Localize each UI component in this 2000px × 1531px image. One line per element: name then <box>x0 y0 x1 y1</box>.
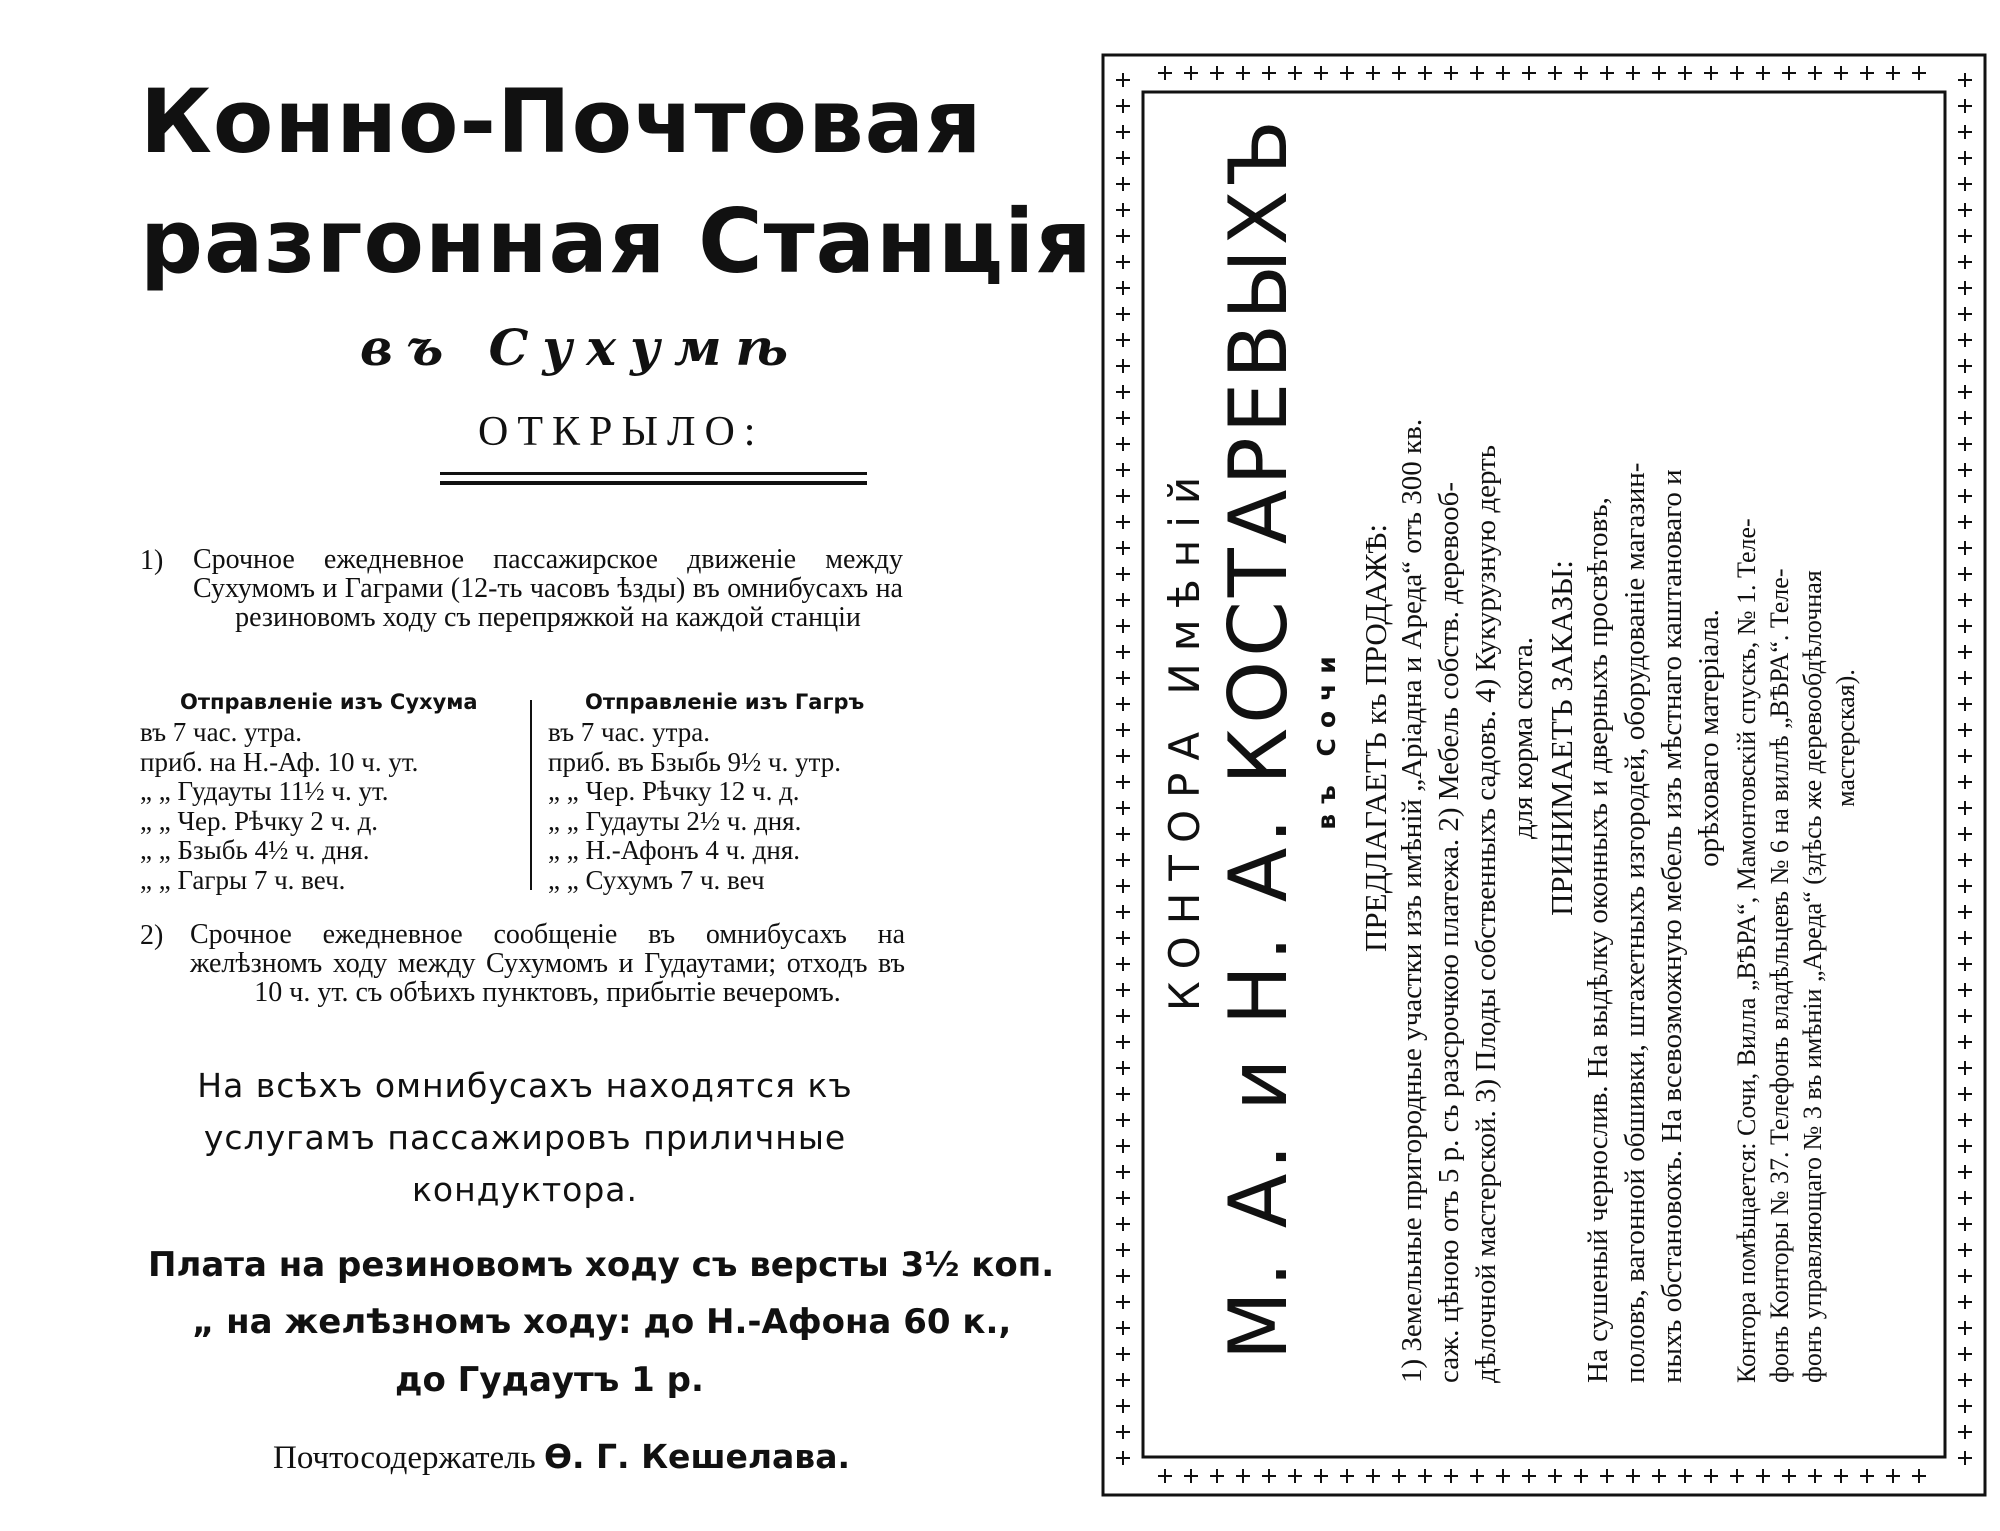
border-cross <box>1958 151 1972 165</box>
border-cross <box>1958 697 1972 711</box>
schedule-row: „ „ Чер. Рѣчку 12 ч. д. <box>548 776 800 806</box>
border-cross <box>1958 775 1972 789</box>
schedule-left <box>140 718 418 895</box>
item2-number: 2) <box>140 920 164 951</box>
orders-line: На сушеный чернослив. На выдѣлку оконныхъ и дверныхъ просвѣтовъ, <box>1582 497 1614 1383</box>
schedule-right <box>548 718 841 895</box>
border-cross <box>1958 957 1972 971</box>
border-cross <box>1314 1469 1328 1483</box>
office-heading: КОНТОРА Имѣній <box>1160 464 1209 1012</box>
orders-line: ныхъ обстановокъ. На всевозможную мебель изъ мѣстнаго каштановаго и <box>1656 469 1688 1383</box>
border-cross <box>1392 1469 1406 1483</box>
border-cross <box>1958 281 1972 295</box>
border-cross <box>1522 1469 1536 1483</box>
border-cross <box>1958 827 1972 841</box>
opened-heading: ОТКРЫЛО: <box>478 409 765 455</box>
border-cross <box>1958 853 1972 867</box>
border-cross <box>1958 73 1972 87</box>
border-cross <box>1958 879 1972 893</box>
border-cross <box>1834 1469 1848 1483</box>
info-text: На всѣхъ омнибусахъ находятся къ услугамъ пассажировъ приличные кондуктора. <box>197 1066 853 1209</box>
border-cross <box>1958 1243 1972 1257</box>
border-cross <box>1958 1035 1972 1049</box>
offers-line: саж. цѣною отъ 5 р. съ разсрочкою платежа. 2) Мебель собств. деревооб- <box>1433 481 1465 1383</box>
address-line: фонъ Конторы № 37. Телефонъ владѣльцевъ № 6 на виллѣ „ВѢРА“. Теле- <box>1765 568 1794 1383</box>
border-cross <box>1704 1469 1718 1483</box>
offers-line: 1) Земельные пригородные участки изъ имѣній „Аріадна и Ареда“ отъ 300 кв. <box>1396 418 1428 1383</box>
fare-line3: до Гудаутъ 1 р. <box>395 1360 704 1400</box>
orders-heading: ПРИНИМАЕТЪ ЗАКАЗЫ: <box>1544 560 1579 916</box>
border-cross <box>1958 1451 1972 1465</box>
border-cross <box>1782 1469 1796 1483</box>
border-cross <box>1958 333 1972 347</box>
border-cross <box>1418 1469 1432 1483</box>
border-cross <box>1730 1469 1744 1483</box>
border-cross <box>1958 515 1972 529</box>
rule-bottom <box>440 481 867 485</box>
border-cross <box>1958 411 1972 425</box>
border-cross <box>1496 1469 1510 1483</box>
schedule-row: приб. въ Бзыбь 9½ ч. утр. <box>548 746 841 777</box>
border-cross <box>1958 1373 1972 1387</box>
schedule-row: въ 7 час. утра. <box>548 717 710 747</box>
border-cross <box>1958 1139 1972 1153</box>
border-cross <box>1958 619 1972 633</box>
border-cross <box>1958 203 1972 217</box>
border-cross <box>1958 255 1972 269</box>
border-cross <box>1262 1469 1276 1483</box>
border-cross <box>1958 1321 1972 1335</box>
orders-line: орѣховаго матеріала. <box>1693 609 1725 867</box>
schedule-row: „ „ Чер. Рѣчку 2 ч. д. <box>140 805 379 836</box>
border-cross <box>1886 66 1900 80</box>
border-cross <box>1958 1269 1972 1283</box>
border-cross <box>1652 1469 1666 1483</box>
orders-line: половъ, вагонной обшивки, штахетныхъ изгородей, оборудованіе магазин- <box>1619 462 1651 1383</box>
border-cross <box>1958 125 1972 139</box>
schedule-row: „ „ Гудауты 2½ ч. дня. <box>548 805 802 836</box>
border-cross <box>1958 671 1972 685</box>
border-cross <box>1958 801 1972 815</box>
border-cross <box>1184 1469 1198 1483</box>
border-cross <box>1808 1469 1822 1483</box>
subtitle: въ Сухумѣ <box>360 318 803 377</box>
border-cross <box>1808 66 1822 80</box>
address-line: мастерская). <box>1831 669 1860 807</box>
border-cross <box>1210 1469 1224 1483</box>
border-cross <box>1548 1469 1562 1483</box>
border-cross <box>1626 1469 1640 1483</box>
border-cross <box>1958 723 1972 737</box>
schedule-row: „ „ Сухумъ 7 ч. веч <box>548 864 765 895</box>
border-cross <box>1958 645 1972 659</box>
schedule-row: „ „ Н.-Афонъ 4 ч. дня. <box>548 835 801 865</box>
schedule-row: въ 7 час. утра. <box>140 717 302 747</box>
schedule-left-header: Отправленіе изъ Сухума <box>180 690 478 714</box>
item1-number: 1) <box>140 545 164 576</box>
postmaster-signature <box>273 1437 850 1477</box>
border-cross <box>1958 307 1972 321</box>
border-cross <box>1116 1451 1130 1465</box>
border-cross <box>1958 1113 1972 1127</box>
border-cross <box>1958 905 1972 919</box>
offers-heading: ПРЕДЛАГАЕТЪ къ ПРОДАЖѢ: <box>1358 524 1393 952</box>
border-cross <box>1958 541 1972 555</box>
border-cross <box>1860 1469 1874 1483</box>
border-cross <box>1958 1425 1972 1439</box>
border-cross <box>1958 1009 1972 1023</box>
border-cross <box>1958 1399 1972 1413</box>
border-cross <box>1958 463 1972 477</box>
border-cross <box>1958 983 1972 997</box>
postmaster-name: Ѳ. Г. Кешелава. <box>543 1437 850 1476</box>
postmaster-label: Почтосодержатель <box>273 1440 536 1476</box>
border-cross <box>1340 1469 1354 1483</box>
border-cross <box>1288 1469 1302 1483</box>
border-cross <box>1958 1295 1972 1309</box>
border-cross <box>1600 1469 1614 1483</box>
border-cross <box>1958 1061 1972 1075</box>
address-line: фонъ управляющаго № 3 въ имѣніи „Ареда“ (здѣсь же деревообдѣлочная <box>1798 570 1827 1383</box>
border-cross <box>1366 1469 1380 1483</box>
border-cross <box>1958 177 1972 191</box>
schedule-right-header: Отправленіе изъ Гагръ <box>585 690 865 714</box>
border-cross <box>1958 489 1972 503</box>
border-cross <box>1958 437 1972 451</box>
offers-line: для корма скота. <box>1507 636 1539 840</box>
border-cross <box>1444 1469 1458 1483</box>
page-title-line2: разгонная Станція <box>140 190 1093 293</box>
rule-top <box>440 472 867 475</box>
schedule-row: „ „ Гудауты 11½ ч. ут. <box>140 776 389 806</box>
schedule-row: „ „ Гагры 7 ч. веч. <box>140 864 346 895</box>
border-cross <box>1886 1469 1900 1483</box>
border-cross <box>1958 385 1972 399</box>
border-cross <box>1912 1469 1926 1483</box>
border-cross <box>1958 359 1972 373</box>
border-cross <box>1756 1469 1770 1483</box>
border-cross <box>1116 1425 1130 1439</box>
schedule-divider <box>530 700 532 890</box>
border-cross <box>1958 1165 1972 1179</box>
border-cross <box>1958 749 1972 763</box>
border-cross <box>1912 66 1926 80</box>
border-cross <box>1236 1469 1250 1483</box>
schedule-row: приб. на Н.-Аф. 10 ч. ут. <box>140 746 419 777</box>
address-line: Контора помѣщается: Сочи, Вилла „ВѢРА“, Мамонтовскій спускъ, № 1. Теле- <box>1732 518 1761 1383</box>
schedule-row: „ „ Бзыбь 4½ ч. дня. <box>140 835 370 865</box>
fare-line1: Плата на резиновомъ ходу съ версты 3½ коп. <box>148 1245 1055 1285</box>
border-cross <box>1958 99 1972 113</box>
border-cross <box>1958 567 1972 581</box>
rotated-advertisement <box>1120 58 1860 1418</box>
owners-name: М. А. и Н. А. КОСТАРЕВЫХЪ <box>1212 115 1305 1361</box>
border-cross <box>1958 229 1972 243</box>
border-cross <box>1958 1347 1972 1361</box>
item1-text: Срочное ежедневное пассажирское движеніе между Сухумомъ и Гаграми (12-ть часовъ ѣзды) въ омнибусахъ на резиновомъ ходу съ перепряжкой на каждой станціи <box>193 544 903 633</box>
border-cross <box>1470 1469 1484 1483</box>
border-cross <box>1574 1469 1588 1483</box>
border-cross <box>1958 931 1972 945</box>
border-cross <box>1958 1087 1972 1101</box>
border-cross <box>1860 66 1874 80</box>
border-cross <box>1158 1469 1172 1483</box>
right-page <box>1095 0 2000 1531</box>
location: въ Сочи <box>1312 646 1341 830</box>
border-cross <box>1678 1469 1692 1483</box>
page-title-line1: Конно-Почтовая <box>140 70 983 173</box>
border-cross <box>1958 593 1972 607</box>
border-cross <box>1958 1217 1972 1231</box>
fare-line2: „ на желѣзномъ ходу: до Н.-Афона 60 к., <box>192 1302 1012 1342</box>
offers-line: дѣлочной мастерской. 3) Плоды собственныхъ садовъ. 4) Кукурузную дерть <box>1470 445 1502 1383</box>
border-cross <box>1958 1191 1972 1205</box>
item2-text: Срочное ежедневное сообщеніе въ омнибусахъ на желѣзномъ ходу между Сухумомъ и Гудаутами; отходъ въ 10 ч. ут. съ обѣихъ пунктовъ, прибытіе вечеромъ. <box>190 919 905 1008</box>
